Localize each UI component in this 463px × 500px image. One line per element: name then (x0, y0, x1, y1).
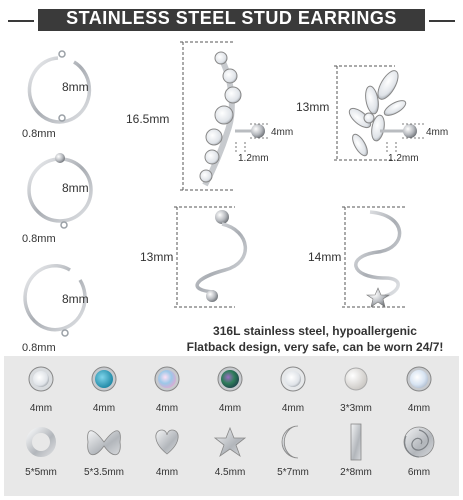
stud-4-size: 4mm (218, 403, 242, 414)
hoop-2-gauge: 0.8mm (22, 233, 56, 245)
design-caption: Flatback design, very safe, can be worn 24/7! (186, 340, 444, 354)
opal-icon (407, 367, 431, 391)
clear-crystal-icon (29, 367, 53, 391)
turquoise-stone-icon (92, 367, 116, 391)
hoop-1-diameter: 8mm (62, 80, 89, 94)
stud-7-size: 4mm (407, 403, 431, 414)
butterfly-icon (88, 431, 121, 455)
climber-ball-size: 4mm (271, 127, 294, 138)
stud-3-size: 4mm (155, 403, 179, 414)
stud-10-size: 4mm (155, 467, 179, 478)
leaf-bar-size: 1.2mm (388, 153, 419, 164)
stud-2-size: 4mm (92, 403, 116, 414)
stud-13-size: 2*8mm (340, 467, 372, 478)
moon-icon (282, 426, 298, 458)
heart-icon (156, 430, 178, 454)
stud-14-size: 6mm (407, 467, 431, 478)
star-icon (215, 428, 245, 456)
hoop-3-diameter: 8mm (62, 292, 89, 306)
page-title: STAINLESS STEEL STUD EARRINGS (66, 8, 397, 28)
spiral-ball-length: 13mm (140, 250, 174, 264)
stud-5-size: 4mm (281, 403, 305, 414)
rose-icon (404, 427, 434, 457)
stud-1-size: 4mm (29, 403, 53, 414)
climber-bar-size: 1.2mm (238, 153, 269, 164)
hoop-2-diameter: 8mm (62, 181, 89, 195)
spiral-star-length: 14mm (308, 250, 342, 264)
rainbow-crystal-icon (218, 367, 242, 391)
stud-12-size: 5*7mm (277, 467, 309, 478)
hoop-3-gauge: 0.8mm (22, 342, 56, 354)
bar-icon (351, 424, 361, 460)
hoop-1-gauge: 0.8mm (22, 128, 56, 140)
climber-length: 16.5mm (126, 112, 170, 126)
ab-crystal-icon (155, 367, 179, 391)
stud-panel (4, 356, 459, 496)
stud-9-size: 5*3.5mm (83, 467, 124, 478)
stud-6-size: 3*3mm (340, 403, 372, 414)
stud-8-size: 5*5mm (25, 467, 57, 478)
leaf-ball-size: 4mm (426, 127, 449, 138)
stud-11-size: 4.5mm (214, 467, 246, 478)
spiral-star-earring (342, 207, 405, 307)
spiral-ball-earring (174, 207, 245, 307)
material-caption: 316L stainless steel, hypoallergenic (213, 324, 417, 338)
leaf-earring (334, 66, 425, 160)
ring-icon (29, 430, 53, 454)
leaf-length: 13mm (296, 100, 330, 114)
climber-earring (180, 42, 270, 190)
cz-crystal-icon (281, 367, 305, 391)
pearl-icon (345, 368, 367, 390)
